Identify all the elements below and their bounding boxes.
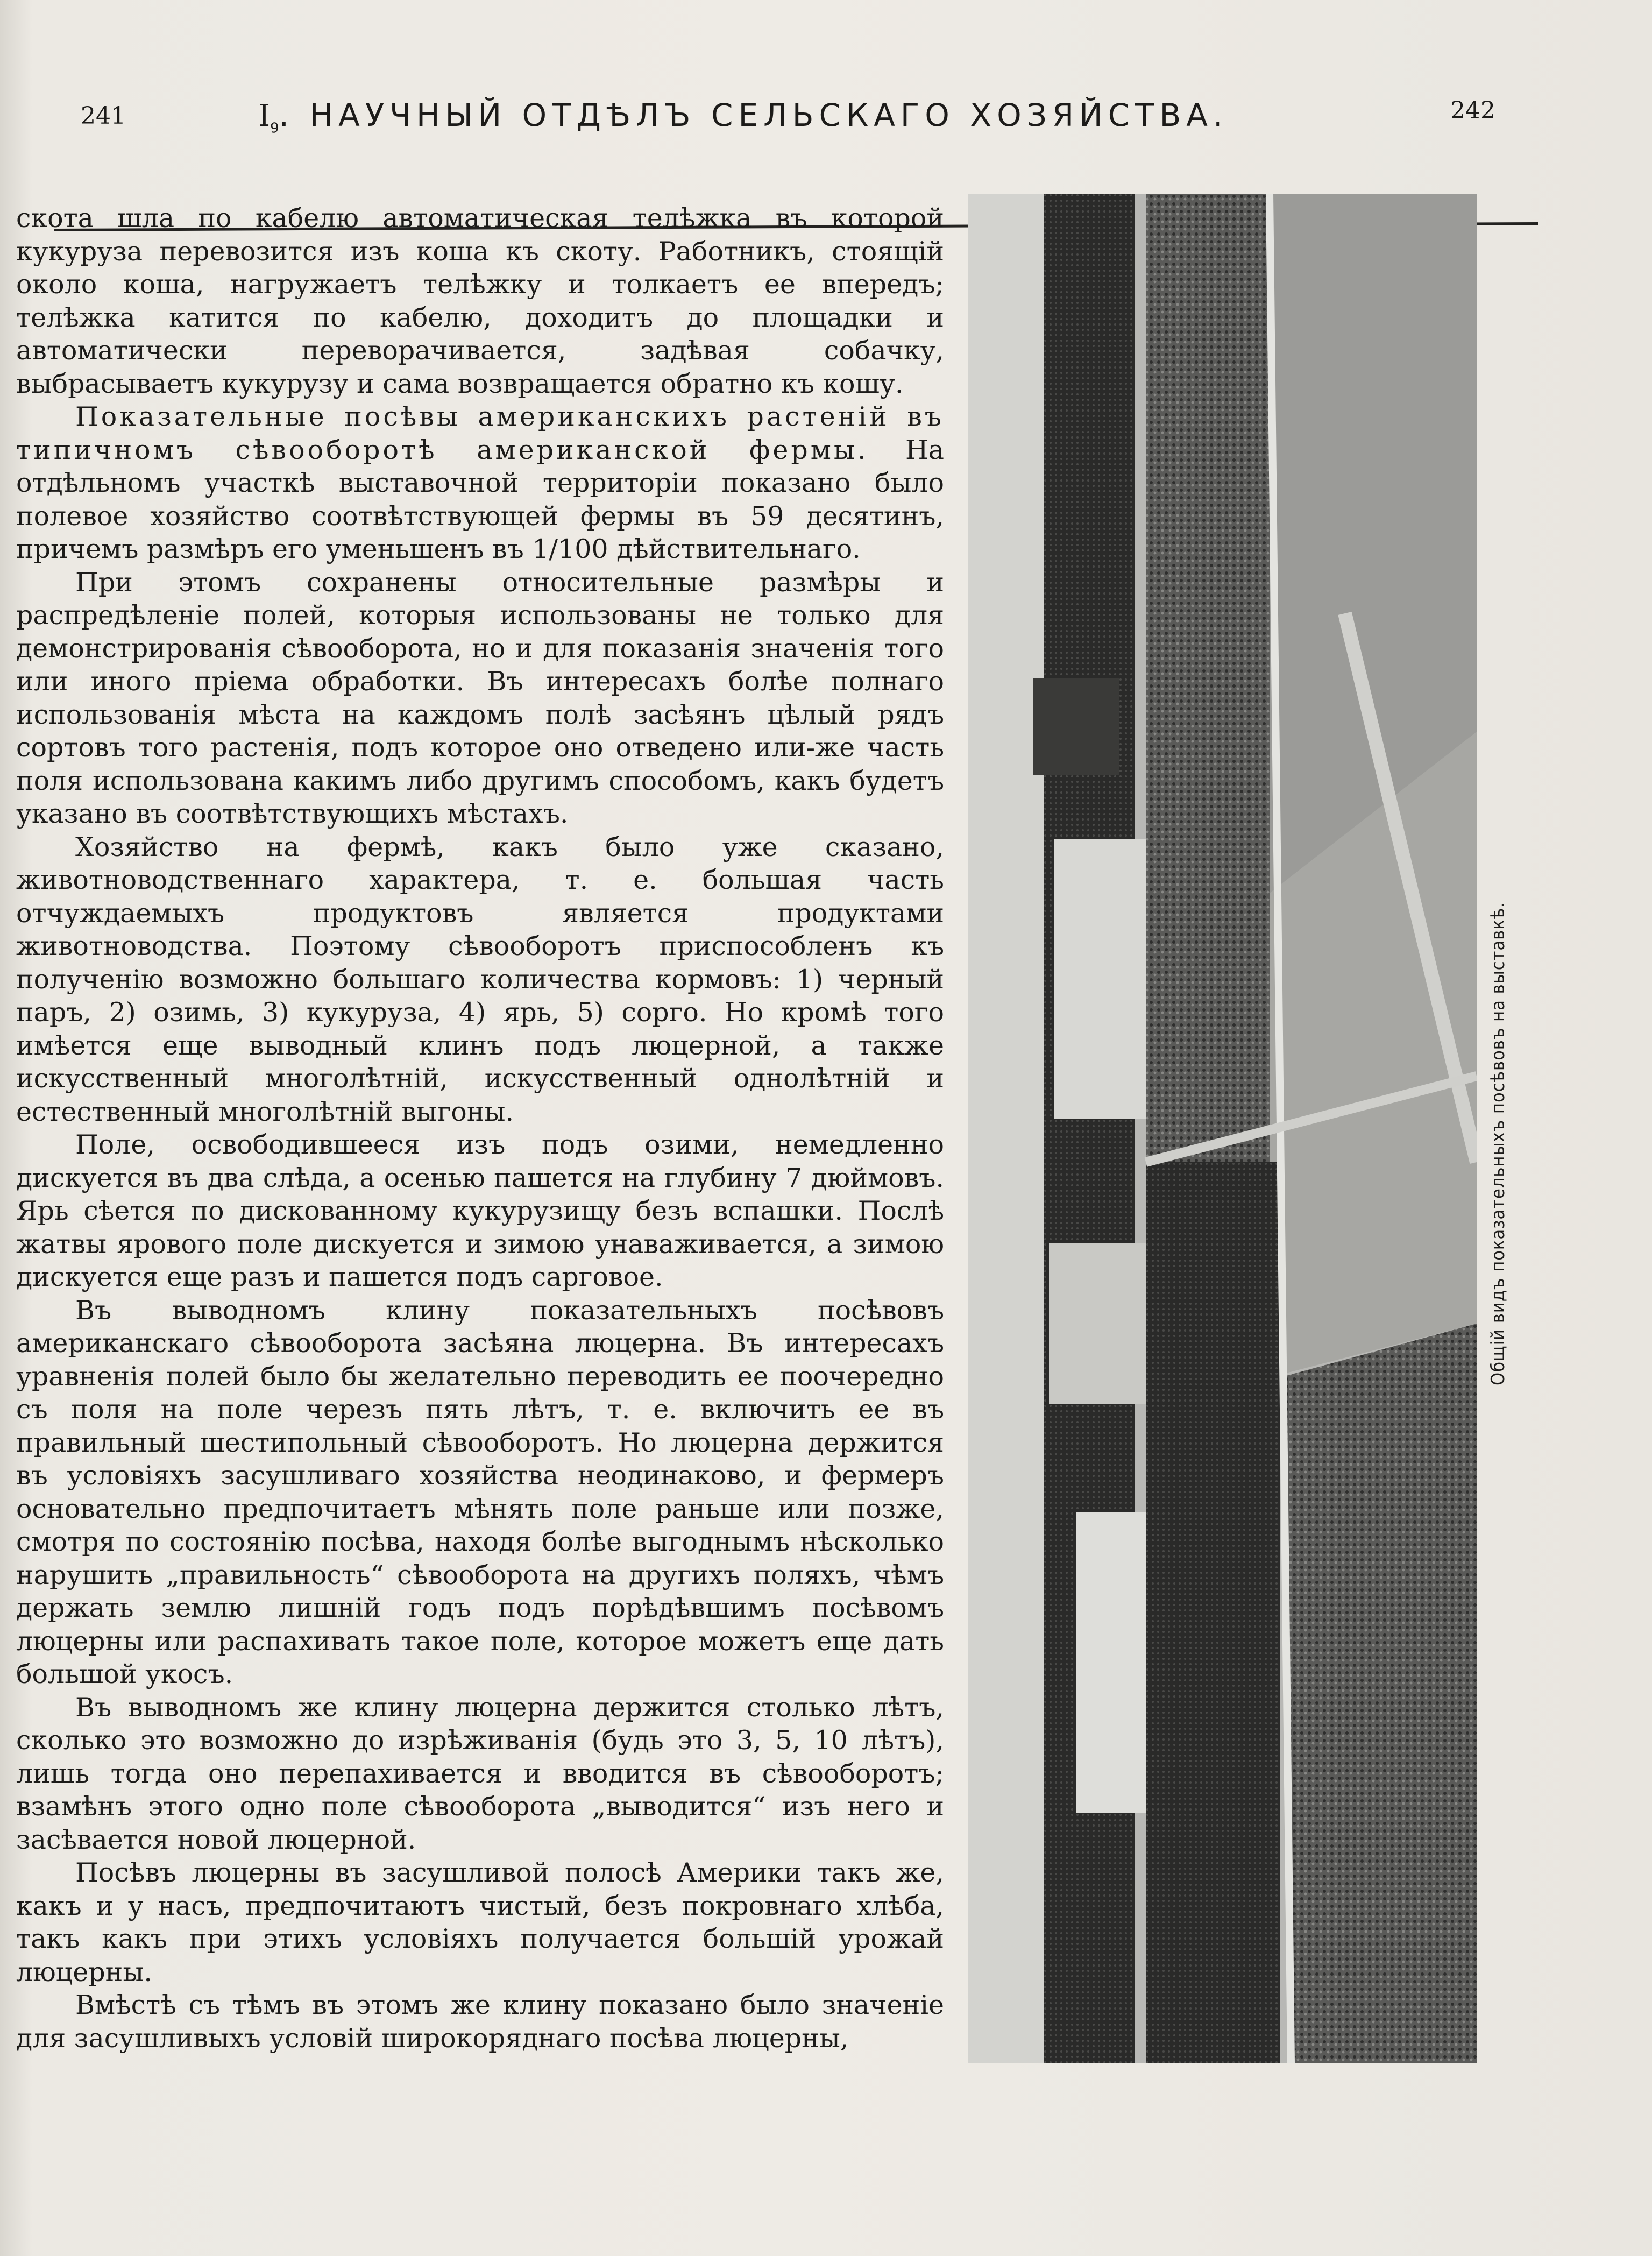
- building: [1054, 839, 1151, 1119]
- crop-field: [1146, 194, 1286, 1162]
- paragraph: Поле, освободившееся изъ подъ озими, немедленно дискуется въ два слѣда, а осенью пашется на глубину 7 дюймовъ. Ярь сѣется по дискованному кукурузищу безъ вспашки. Послѣ жатвы ярового поле дискуется и зимою унаваживается, а зимою дискуется еще разъ и пашется подъ сарговое.: [16, 1129, 944, 1292]
- paragraph: скота шла по кабелю автоматическая телѣжка въ которой кукуруза перевозится изъ коша къ скоту. Работникъ, стоящій около коша, нагружаетъ телѣжку и толкаетъ ее впередъ; телѣжка катится по кабелю, доходитъ до площадки и автоматически переворачивается, задѣвая собачку, выбрасываетъ кукурузу и сама возвращается обратно къ кошу.: [16, 203, 944, 399]
- page-number-left: 241: [81, 102, 126, 130]
- paragraph: Вмѣстѣ съ тѣмъ въ этомъ же клину показано было значеніе для засушливыхъ условій широкоряднаго посѣва люцерны,: [16, 1990, 944, 2054]
- paragraph-text: На отдѣльномъ участкѣ выставочной территоріи показано было полевое хозяйство соотвѣтствующей фермы въ 59 десятинъ, причемъ размѣръ его уменьшенъ въ 1/100 дѣйствительнаго.: [16, 434, 944, 564]
- section-subscript: 9: [270, 120, 279, 137]
- photo-illustration: [968, 194, 1477, 2063]
- article-text: [16, 202, 944, 2055]
- crop-field: [1280, 1324, 1477, 2063]
- building: [1049, 1243, 1157, 1404]
- running-title: [258, 97, 1307, 137]
- spaced-subheading: Показательные посѣвы американскихъ растеній въ типичномъ сѣвооборотѣ американской фермы.: [16, 401, 944, 465]
- running-header: [32, 81, 1517, 156]
- paragraph: Въ выводномъ клину показательныхъ посѣвовъ американскаго сѣвооборота засѣяна люцерна. Въ интересахъ уравненія полей было бы желательно переводить ее поочередно съ поля на поле черезъ пять лѣтъ, т. е. включить ее въ правильный шестипольный сѣвооборотъ. Но люцерна держится въ условіяхъ засушливаго хозяйства неодинаково, и фермеръ основательно предпочитаетъ мѣнять поле раньше или позже, смотря по состоянію посѣва, находя болѣе выгоднымъ нѣсколько нарушить „правильность“ сѣвооборота на другихъ поляхъ, чѣмъ держать землю лишній годъ подъ порѣдѣвшимъ посѣвомъ люцерны или распахивать такое поле, которое можетъ еще дать большой укосъ.: [16, 1295, 944, 1689]
- paragraph: При этомъ сохранены относительные размѣры и распредѣленіе полей, которыя использованы не только для демонстрированія сѣвооборота, но и для показанія значенія того или иного пріема обработки. Въ интересахъ болѣе полнаго использованія мѣста на каждомъ полѣ засѣянъ цѣлый рядъ сортовъ того растенія, подъ которое оно отведено или-же часть поля использована какимъ либо другимъ способомъ, какъ будетъ указано въ соотвѣтствующихъ мѣстахъ.: [16, 567, 944, 829]
- paragraph: [16, 400, 944, 566]
- page-number-right: 242: [1450, 97, 1495, 124]
- exhibition-photo: [968, 194, 1477, 2063]
- paragraph: Въ выводномъ же клину люцерна держится столько лѣтъ, сколько это возможно до изрѣживанія (будь это 3, 5, 10 лѣтъ), лишь тогда оно перепахивается и вводится въ сѣвооборотъ; взамѣнъ этого одно поле сѣвооборота „выводится“ изъ него и засѣвается новой люцерной.: [16, 1692, 944, 1855]
- building: [1033, 678, 1119, 775]
- section-title: . НАУЧНЫЙ ОТДѢЛЪ СЕЛЬСКАГО ХОЗЯЙСТВА.: [279, 97, 1229, 133]
- paragraph: Хозяйство на фермѣ, какъ было уже сказано, животноводственнаго характера, т. е. большая часть отчуждаемыхъ продуктовъ является продуктами животноводства. Поэтому сѣвооборотъ приспособленъ къ полученію возможно большаго количества кормовъ: 1) черный паръ, 2) озимь, 3) кукуруза, 4) ярь, 5) сорго. Но кромѣ того имѣется еще выводный клинъ подъ люцерной, а также искусственный многолѣтній, искусственный однолѣтній и естественный многолѣтній выгоны.: [16, 831, 944, 1127]
- section-number: I: [258, 98, 271, 133]
- paragraph: Посѣвъ люцерны въ засушливой полосѣ Америки такъ же, какъ и у насъ, предпочитаютъ чистый, безъ покровнаго хлѣба, такъ какъ при этихъ условіяхъ получается большій урожай люцерны.: [16, 1857, 944, 1988]
- photo-caption: Общій видъ показательныхъ посѣвовъ на выставкѣ.: [1487, 902, 1509, 1385]
- crop-field: [1146, 1162, 1280, 2063]
